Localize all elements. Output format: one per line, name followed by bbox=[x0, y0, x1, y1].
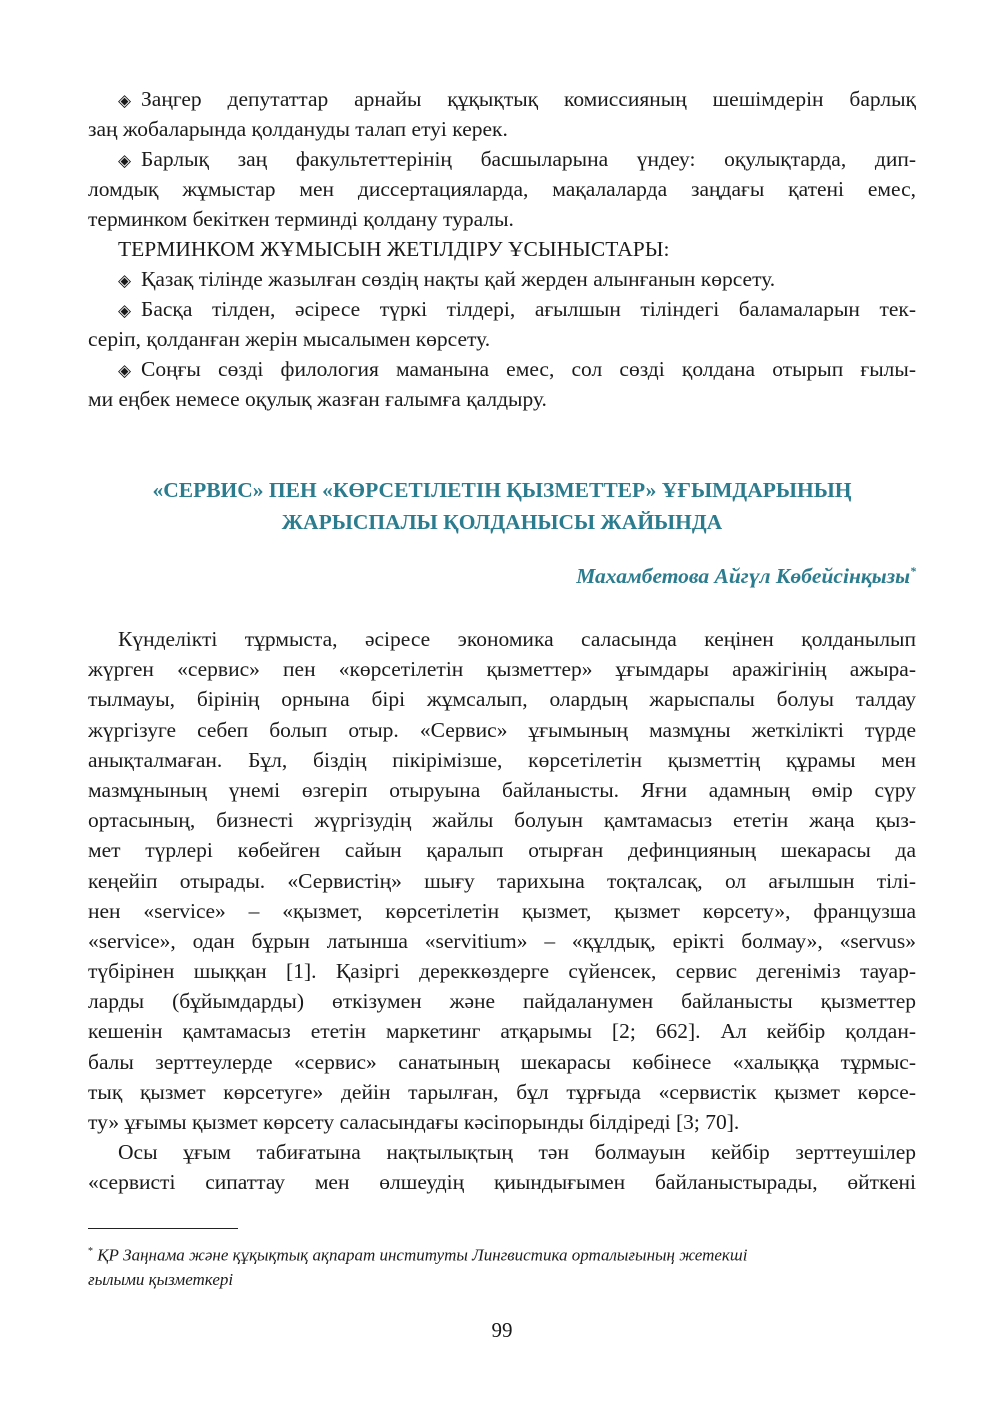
footnote-divider bbox=[88, 1228, 238, 1229]
intro-line bbox=[88, 84, 916, 114]
intro-line-text: заң жобаларында қолдануды талап етуі керек. bbox=[88, 117, 508, 141]
intro-line bbox=[88, 144, 916, 174]
body-line: түбірінен шыққан [1]. Қазіргі дереккөздерге сүйенсек, сервис дегеніміз тауар- bbox=[88, 959, 916, 984]
intro-line bbox=[88, 114, 916, 144]
intro-line-text: Соңғы сөзді филология маманына емес, сол сөзді қолдана отырып ғылы- bbox=[141, 357, 916, 381]
body-line: жүргізуге себеп болып отыр. «Сервис» ұғымының мазмұны жеткілікті түрде bbox=[88, 717, 916, 742]
body-line: нен «service» – «қызмет, көрсетілетін қызмет, қызмет көрсету», французша bbox=[88, 898, 916, 923]
intro-line-text: Заңгер депутаттар арнайы құқықтық комиссияның шешімдерін барлық bbox=[141, 87, 916, 111]
footnote-line-2: ғылыми қызметкері bbox=[88, 1269, 234, 1289]
author-footnote-mark: * bbox=[910, 564, 916, 578]
body-line: кеңейіп отырады. «Сервистің» шығу тарихына тоқталсақ, ол ағылшын тілі- bbox=[88, 868, 916, 893]
article-author bbox=[576, 564, 916, 589]
body-line: ортасының, бизнесті жүргізудің жайлы болуын қамтамасыз ететін жаңа қыз- bbox=[88, 808, 916, 833]
body-line: ту» ұғымы қызмет көрсету саласындағы кәсіпорынды білдіреді [3; 70]. bbox=[88, 1110, 740, 1134]
footnote-mark: * bbox=[88, 1246, 93, 1257]
footnote bbox=[88, 1240, 916, 1292]
intro-line-text: ломдық жұмыстар мен диссертацияларда, мақалаларда заңдағы қатені емес, bbox=[88, 177, 916, 201]
body-line: анықталмаған. Бұл, біздің пікірімізше, көрсетілетін қызметтің құрамы мен bbox=[88, 747, 916, 772]
bullet-icon: ◈ bbox=[118, 271, 132, 290]
author-name: Махамбетова Айгүл Көбейсінқызы bbox=[576, 564, 910, 589]
intro-line bbox=[88, 294, 916, 324]
body-line: мет түрлері көбейген сайын қаралып отырған дефинцияның шекарасы да bbox=[88, 838, 916, 863]
intro-line bbox=[88, 204, 916, 234]
bullet-icon: ◈ bbox=[118, 151, 132, 170]
body-line: балы зерттеулерде «сервис» санатының шекарасы көбінесе «халыққа тұрмыс- bbox=[88, 1049, 916, 1074]
footnote-line-1 bbox=[88, 1240, 916, 1268]
body-line: «service», одан бұрын латынша «servitium» – «құлдық, ерікті болмау», «servus» bbox=[88, 928, 916, 953]
page-number: 99 bbox=[491, 1318, 513, 1342]
body-line: кешенін қамтамасыз ететін маркетинг атқарымы [2; 662]. Ал кейбір қолдан- bbox=[88, 1019, 916, 1044]
intro-section bbox=[88, 84, 916, 414]
body-line: ларды (бұйымдарды) өткізумен және пайдаланумен байланысты қызметтер bbox=[88, 989, 916, 1014]
article-title-line-1: «СЕРВИС» ПЕН «КӨРСЕТІЛЕТІН ҚЫЗМЕТТЕР» ҰҒЫМДАРЫНЫҢ bbox=[152, 478, 852, 502]
body-line: Күнделікті тұрмыста, әсіресе экономика саласында кеңінен қолданылып bbox=[118, 627, 916, 651]
body-line: тық қызмет көрсетуге» дейін тарылған, бұл тұрғыда «сервистік қызмет көрсе- bbox=[88, 1079, 916, 1104]
bullet-icon: ◈ bbox=[118, 361, 132, 380]
intro-line-text: ми еңбек немесе оқулық жазған ғалымға қалдыру. bbox=[88, 387, 547, 411]
article-title bbox=[88, 474, 916, 538]
bullet-icon: ◈ bbox=[118, 91, 132, 110]
intro-line bbox=[88, 264, 916, 294]
body-line: Осы ұғым табиғатына нақтылықтың тән болмауын кейбір зерттеушілер bbox=[118, 1140, 916, 1165]
body-line: «сервисті сипаттау мен өлшеудің қиындығымен байланыстырады, өйткені bbox=[88, 1170, 916, 1195]
body-line: тылмауы, бірінің орнына бірі жұмсалып, олардың жарыспалы болуы талдау bbox=[88, 687, 916, 712]
intro-line bbox=[88, 354, 916, 384]
body-line: мазмұнының үнемі өзгеріп отыруына байланысты. Яғни адамның өмір сүру bbox=[88, 777, 916, 802]
intro-line bbox=[88, 324, 916, 354]
intro-line-text: серіп, қолданған жерін мысалымен көрсету. bbox=[88, 327, 491, 351]
body-line: жүрген «сервис» пен «көрсетілетін қызметтер» ұғымдары аражігінің ажыра- bbox=[88, 657, 916, 682]
intro-line-text: ТЕРМИНКОМ ЖҰМЫСЫН ЖЕТІЛДІРУ ҰСЫНЫСТАРЫ: bbox=[118, 237, 670, 261]
intro-line bbox=[88, 384, 916, 414]
intro-line-text: Қазақ тілінде жазылған сөздің нақты қай жерден алынғанын көрсету. bbox=[141, 267, 776, 291]
intro-line-text: терминком бекіткен терминді қолдану туралы. bbox=[88, 207, 514, 231]
intro-line-text: Барлық заң факультеттерінің басшыларына үндеу: оқулықтарда, дип- bbox=[141, 147, 916, 171]
intro-line-text: Басқа тілден, әсіресе түркі тілдері, ағылшын тіліндегі баламаларын тек- bbox=[141, 297, 916, 321]
article-body bbox=[88, 624, 916, 1198]
bullet-icon: ◈ bbox=[118, 301, 132, 320]
article-title-line-2: ЖАРЫСПАЛЫ ҚОЛДАНЫСЫ ЖАЙЫНДА bbox=[281, 510, 723, 534]
footnote-text-1: ҚР Заңнама және құқықтық ақпарат институты Лингвистика орталығының жетекші bbox=[97, 1245, 748, 1265]
intro-line bbox=[88, 234, 916, 264]
intro-line bbox=[88, 174, 916, 204]
